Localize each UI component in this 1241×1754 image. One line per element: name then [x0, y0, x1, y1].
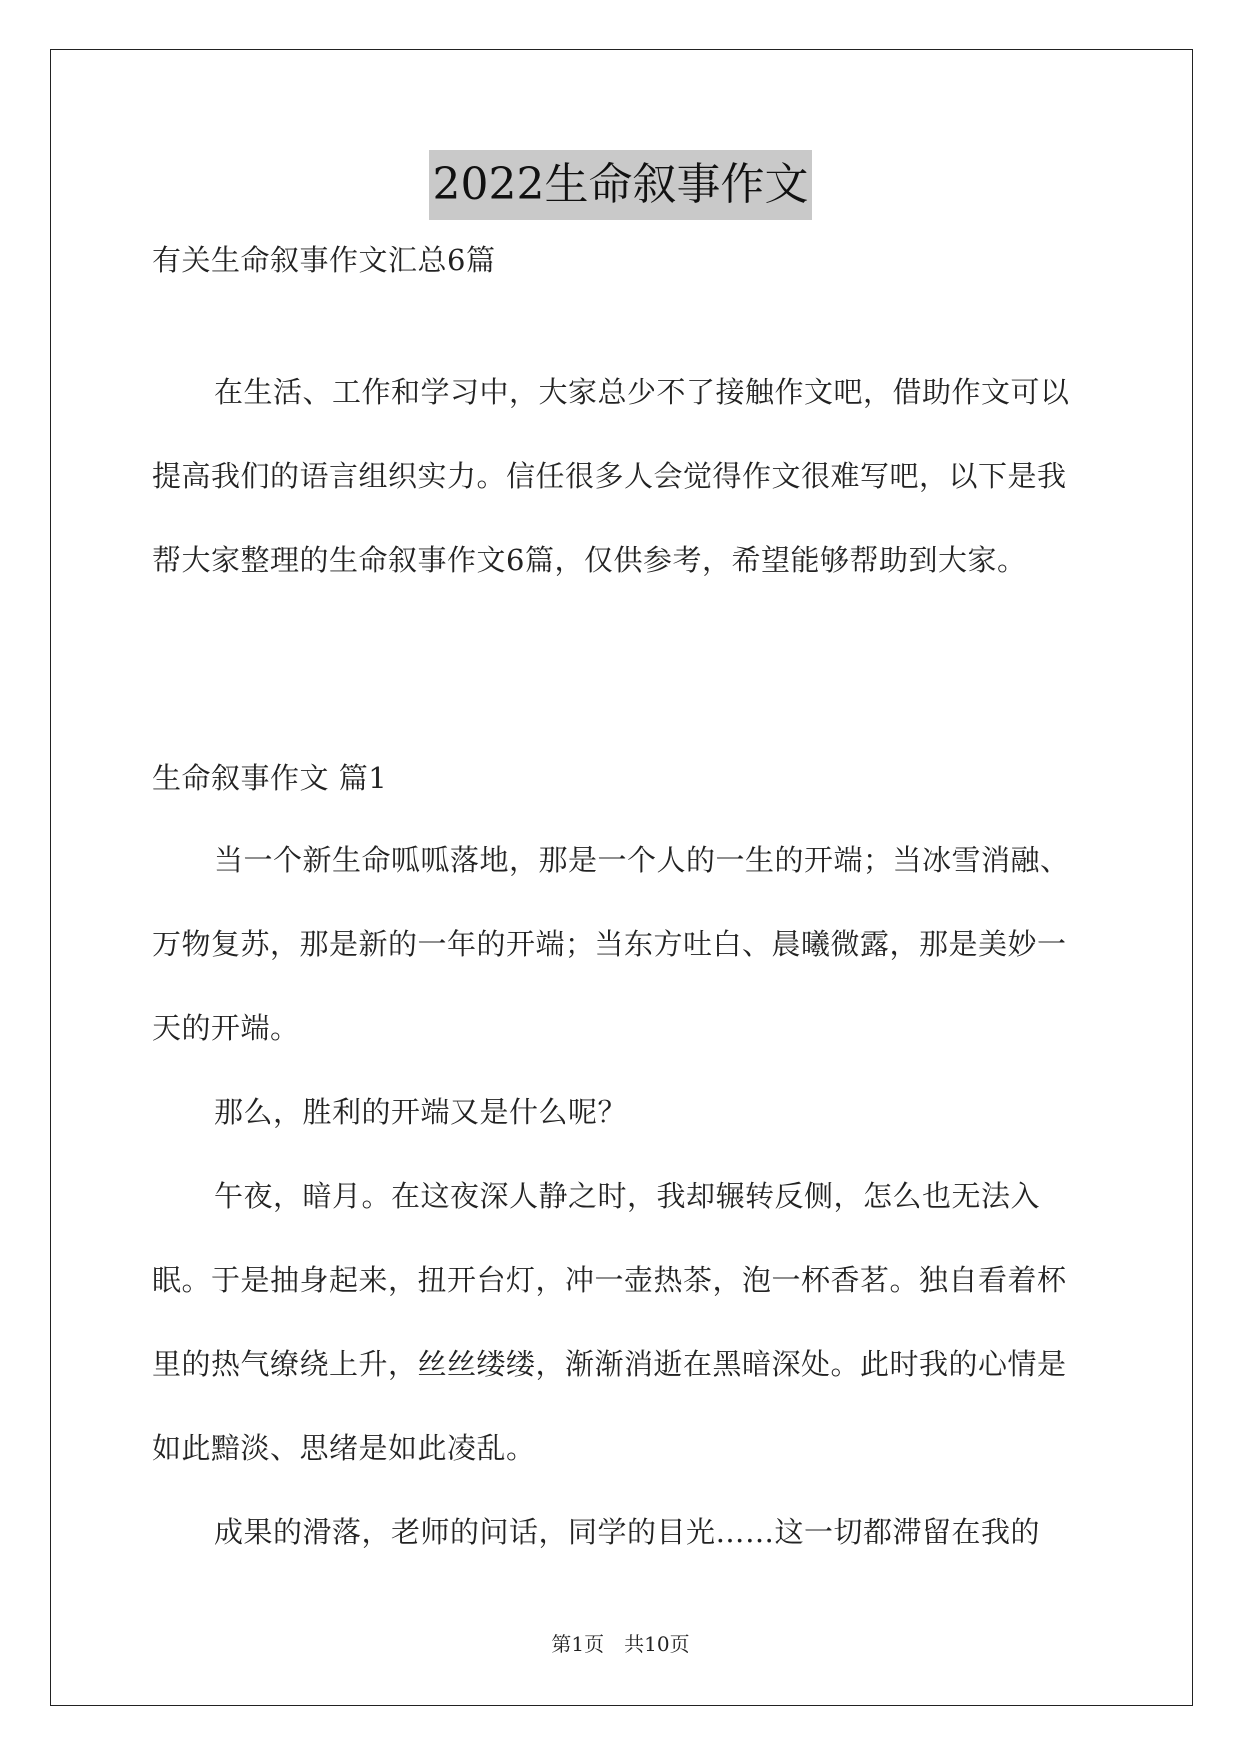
body-paragraph: 成果的滑落，老师的问话，同学的目光……这一切都滞留在我的 — [214, 1515, 1041, 1549]
body-paragraph: 当一个新生命呱呱落地，那是一个人的一生的开端；当冰雪消融、万物复苏，那是新的一年的开端；当东方吐白、晨曦微露，那是美妙一天的开端。 — [152, 843, 1070, 1045]
body-paragraph: 午夜，暗月。在这夜深人静之时，我却辗转反侧，怎么也无法入眠。于是抽身起来，扭开台灯，冲一壶热茶，泡一杯香茗。独自看着杯里的热气缭绕上升，丝丝缕缕，渐渐消逝在黑暗深处。此时我的心情是如此黯淡、思绪是如此凌乱。 — [152, 1179, 1067, 1465]
page-footer: 第1页 共10页 — [551, 1632, 690, 1656]
document-subtitle: 有关生命叙事作文汇总6篇 — [152, 243, 496, 277]
document-title-text: 2022生命叙事作文 — [429, 150, 813, 220]
body-paragraph: 那么，胜利的开端又是什么呢？ — [214, 1095, 628, 1129]
section-body — [152, 818, 1092, 1574]
intro-paragraph: 在生活、工作和学习中，大家总少不了接触作文吧，借助作文可以提高我们的语言组织实力。信任很多人会觉得作文很难写吧，以下是我帮大家整理的生命叙事作文6篇，仅供参考，希望能够帮助到大家。 — [152, 375, 1070, 577]
document-title — [0, 150, 1241, 220]
section-heading: 生命叙事作文 篇1 — [152, 761, 388, 795]
